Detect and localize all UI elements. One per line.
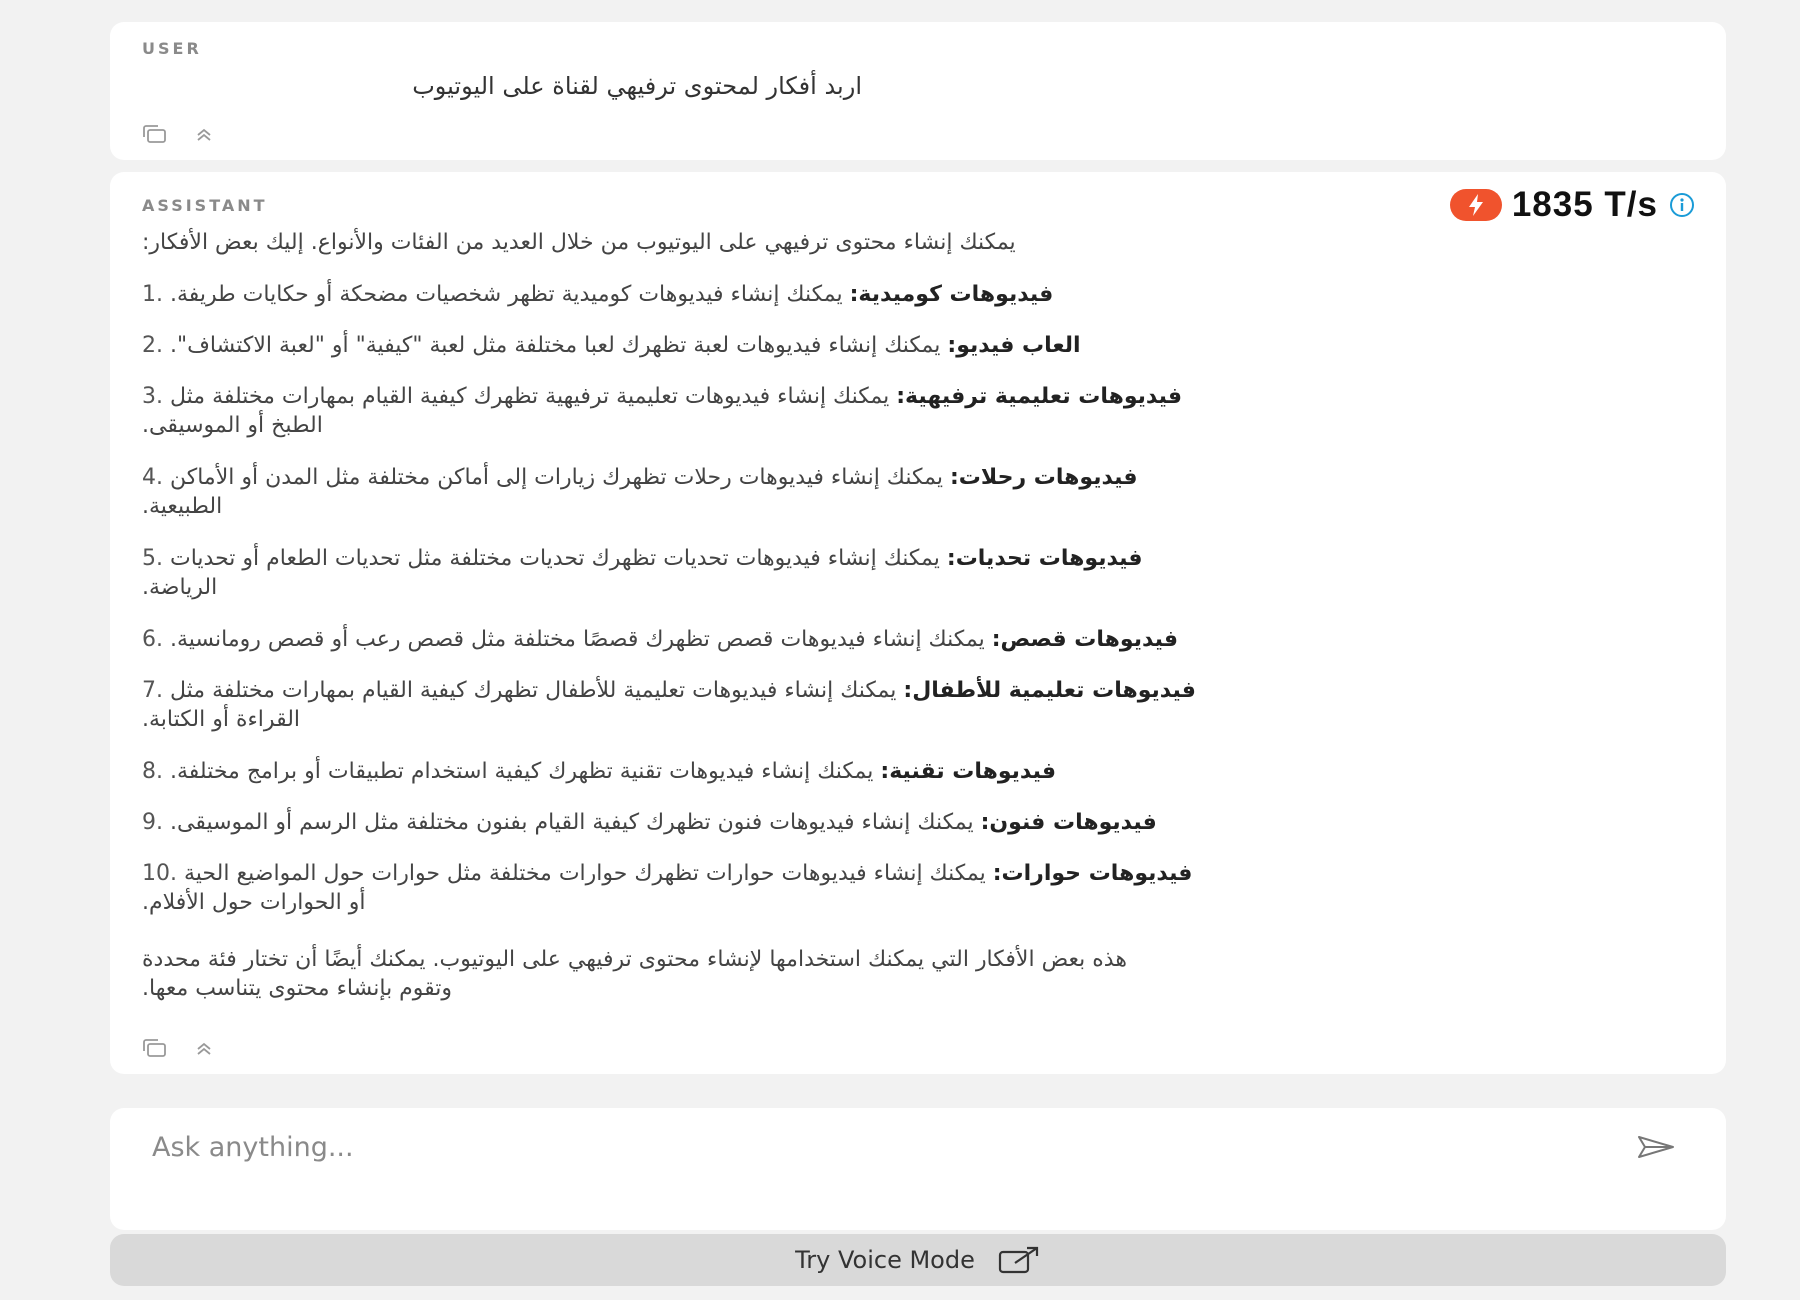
list-item: 8. فيديوهات تقنية: يمكنك إنشاء فيديوهات تقنية تظهرك كيفية استخدام تطبيقات أو برامج مختلفة. bbox=[142, 759, 1057, 784]
assistant-message-actions bbox=[140, 1036, 218, 1060]
list-item: 4. فيديوهات رحلات: يمكنك إنشاء فيديوهات رحلات تظهرك زيارات إلى أماكن مختلفة مثل المدن أو الأماكن الطبيعية. bbox=[142, 465, 1138, 519]
list-item: 2. العاب فيديو: يمكنك إنشاء فيديوهات لعبة تظهرك لعبا مختلفة مثل لعبة "كيفية" أو "لعبة الاكتشاف". bbox=[142, 333, 1081, 358]
ask-input[interactable] bbox=[150, 1126, 1554, 1168]
external-link-icon bbox=[997, 1245, 1041, 1275]
assistant-role-label: ASSISTANT bbox=[142, 196, 268, 215]
user-message-text: اربد أفكار لمحتوى ترفيهي لقناة على اليوتيوب bbox=[412, 72, 862, 100]
assistant-message-card bbox=[110, 172, 1726, 1074]
list-item: 3. فيديوهات تعليمية ترفيهية: يمكنك إنشاء فيديوهات تعليمية ترفيهية تظهرك كيفية القيام بمهارات مختلفة مثل الطبخ أو الموسيقى. bbox=[142, 384, 1183, 438]
tokens-per-second: 1835 T/s bbox=[1511, 185, 1658, 224]
message-composer bbox=[110, 1108, 1726, 1230]
list-item: 7. فيديوهات تعليمية للأطفال: يمكنك إنشاء فيديوهات تعليمية للأطفال تظهرك كيفية القيام بمهارات مختلفة مثل القراءة أو الكتابة. bbox=[142, 678, 1196, 732]
user-message-actions bbox=[140, 122, 218, 146]
user-role-label: USER bbox=[142, 39, 202, 58]
info-icon[interactable] bbox=[1668, 191, 1696, 219]
list-item: 1. فيديوهات كوميدية: يمكنك إنشاء فيديوهات كوميدية تظهر شخصيات مضحكة أو حكايات طريفة. bbox=[142, 282, 1054, 307]
list-item: 9. فيديوهات فنون: يمكنك إنشاء فيديوهات فنون تظهرك كيفية القيام بفنون مختلفة مثل الرسم أو الموسيقى. bbox=[142, 810, 1157, 835]
intro-paragraph: يمكنك إنشاء محتوى ترفيهي على اليوتيوب من خلال العديد من الفئات والأنواع. إليك بعض الأفكار: bbox=[142, 230, 1016, 255]
voice-mode-label: Try Voice Mode bbox=[795, 1246, 975, 1274]
list-item: 10. فيديوهات حوارات: يمكنك إنشاء فيديوهات حوارات تظهرك حوارات مختلفة مثل حوارات حول المواضيع الحية أو الحوارات حول الأفلام. bbox=[142, 861, 1193, 915]
try-voice-mode-button[interactable] bbox=[110, 1234, 1726, 1286]
send-icon[interactable] bbox=[1636, 1134, 1676, 1164]
list-item: 6. فيديوهات قصص: يمكنك إنشاء فيديوهات قصص تظهرك قصصًا مختلفة مثل قصص رعب أو قصص رومانسية. bbox=[142, 627, 1179, 652]
collapse-icon[interactable] bbox=[190, 122, 218, 146]
copy-icon[interactable] bbox=[140, 1036, 168, 1060]
list-item: 5. فيديوهات تحديات: يمكنك إنشاء فيديوهات تحديات تظهرك تحديات مختلفة مثل تحديات الطعام أو تحديات الرياضة. bbox=[142, 546, 1143, 600]
user-message-card bbox=[110, 22, 1726, 160]
outro-paragraph: هذه بعض الأفكار التي يمكنك استخدامها لإنشاء محتوى ترفيهي على اليوتيوب. يمكنك أيضًا أن تختار فئة محددة وتقوم بإنشاء محتوى يتناسب معها. bbox=[142, 947, 1127, 1001]
copy-icon[interactable] bbox=[140, 122, 168, 146]
collapse-icon[interactable] bbox=[190, 1036, 218, 1060]
lightning-icon bbox=[1450, 189, 1502, 221]
speed-indicator bbox=[1450, 185, 1696, 225]
